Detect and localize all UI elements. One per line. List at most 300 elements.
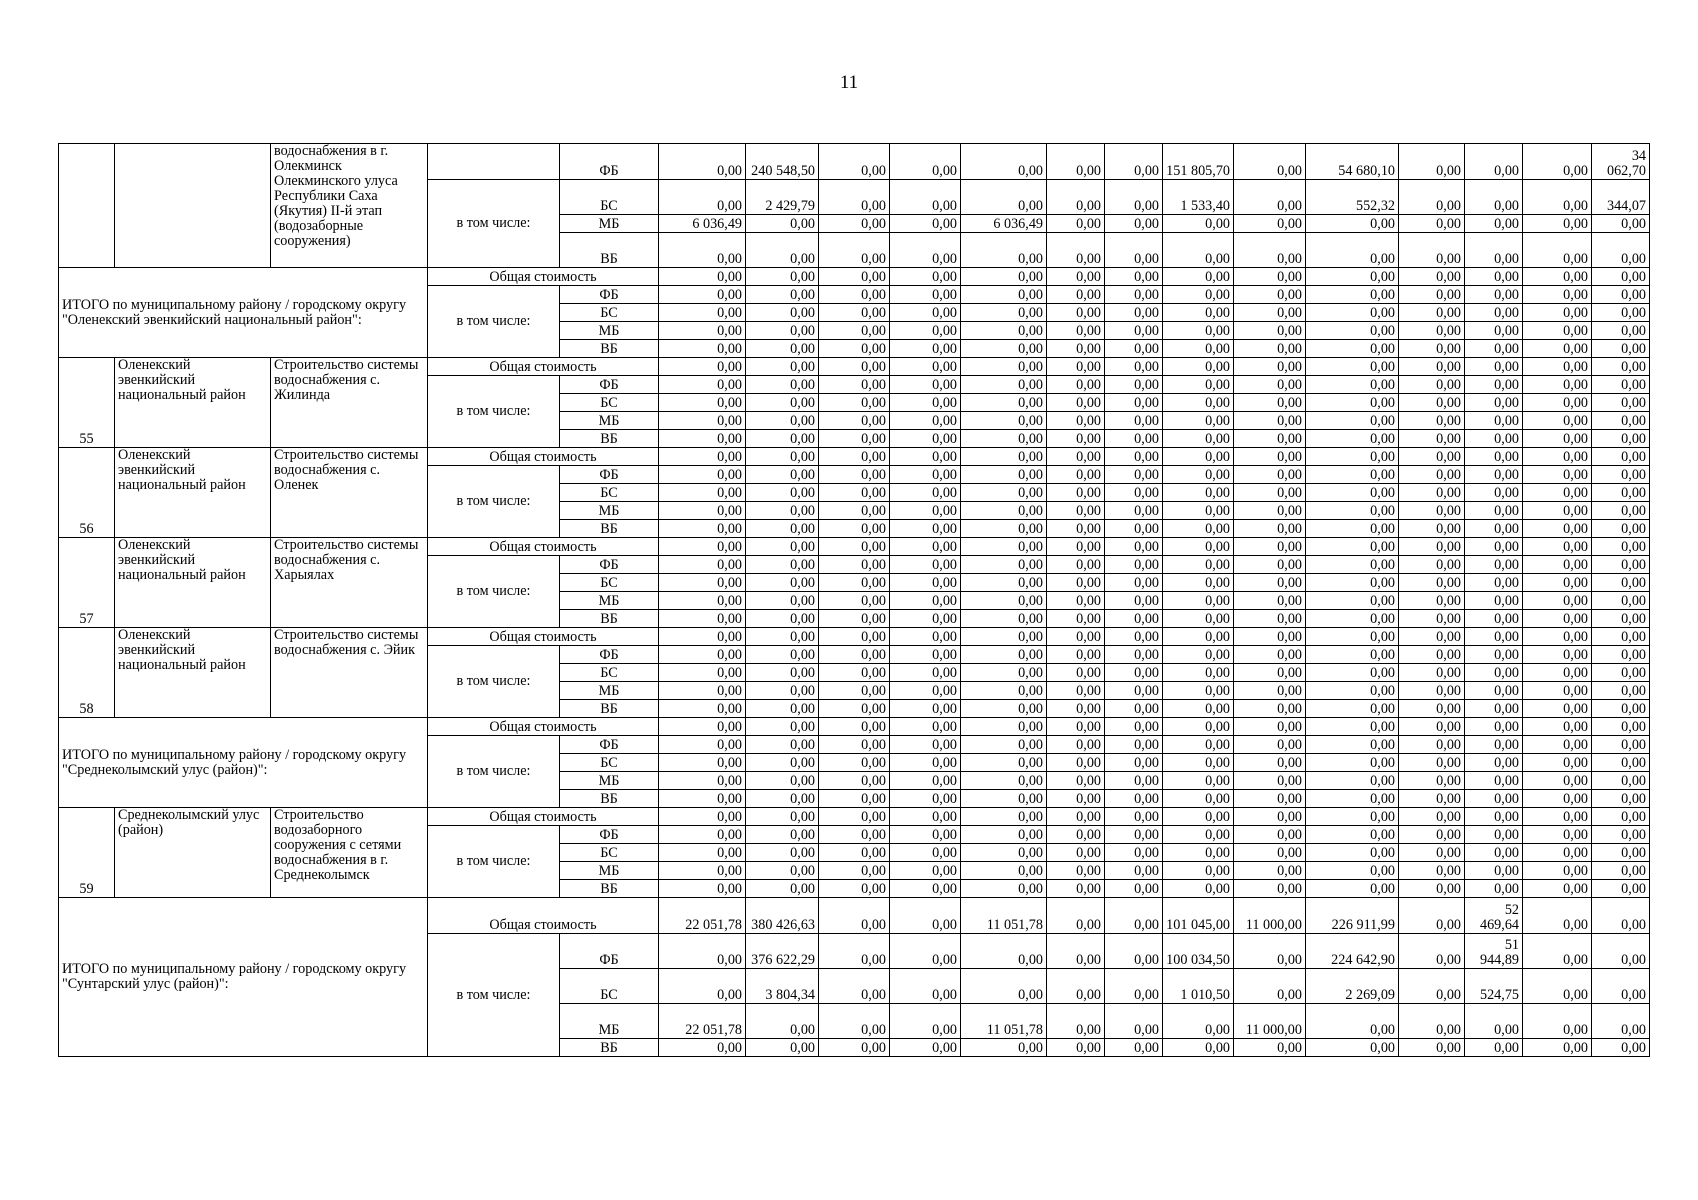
value-cell: 0,00	[1105, 826, 1163, 844]
value-cell: 0,00	[1465, 556, 1523, 574]
value-cell: 0,00	[1592, 304, 1650, 322]
value-cell: 0,00	[890, 538, 961, 556]
value-cell: 0,00	[1047, 538, 1105, 556]
value-cell: 0,00	[1306, 322, 1399, 340]
value-cell: 0,00	[961, 466, 1047, 484]
value-cell: 0,00	[1306, 304, 1399, 322]
value-cell: 0,00	[1105, 574, 1163, 592]
table-row	[59, 144, 1650, 180]
value-cell: 0,00	[1523, 1039, 1592, 1057]
value-cell: 0,00	[659, 233, 746, 268]
value-cell: 0,00	[1399, 628, 1465, 646]
value-cell: 0,00	[819, 736, 890, 754]
value-cell: 0,00	[746, 664, 819, 682]
value-cell: 0,00	[819, 664, 890, 682]
value-cell: 0,00	[746, 592, 819, 610]
value-cell: 34 062,70	[1592, 144, 1650, 180]
value-cell: 0,00	[1399, 448, 1465, 466]
value-cell: 0,00	[819, 268, 890, 286]
value-cell: 0,00	[1592, 592, 1650, 610]
value-cell: 0,00	[659, 340, 746, 358]
value-cell: 380 426,63	[746, 898, 819, 934]
value-cell: 0,00	[1592, 880, 1650, 898]
value-cell: 0,00	[746, 304, 819, 322]
total-cost-label: Общая стоимость	[428, 448, 659, 466]
value-cell: 0,00	[1163, 502, 1234, 520]
value-cell: 0,00	[1105, 520, 1163, 538]
value-cell: 0,00	[1399, 718, 1465, 736]
value-cell: 0,00	[1047, 826, 1105, 844]
value-cell: 0,00	[1592, 520, 1650, 538]
value-cell: 0,00	[819, 592, 890, 610]
value-cell: 0,00	[1306, 808, 1399, 826]
value-cell: 0,00	[1306, 412, 1399, 430]
fund-label: ФБ	[560, 934, 659, 969]
value-cell: 0,00	[1047, 898, 1105, 934]
fund-label: БС	[560, 969, 659, 1004]
value-cell: 0,00	[1465, 1004, 1523, 1039]
value-cell: 0,00	[1399, 215, 1465, 233]
value-cell: 0,00	[659, 754, 746, 772]
value-cell: 0,00	[819, 808, 890, 826]
value-cell: 0,00	[1234, 215, 1306, 233]
value-cell: 0,00	[1523, 304, 1592, 322]
value-cell: 0,00	[1465, 233, 1523, 268]
table-row	[59, 808, 1650, 826]
value-cell: 0,00	[1465, 790, 1523, 808]
value-cell: 0,00	[746, 520, 819, 538]
value-cell: 11 051,78	[961, 1004, 1047, 1039]
value-cell: 0,00	[1399, 592, 1465, 610]
value-cell: 0,00	[819, 772, 890, 790]
value-cell: 0,00	[1399, 700, 1465, 718]
value-cell: 0,00	[819, 898, 890, 934]
value-cell: 0,00	[1399, 574, 1465, 592]
fund-label: ФБ	[560, 376, 659, 394]
value-cell: 0,00	[1234, 448, 1306, 466]
value-cell: 0,00	[1306, 233, 1399, 268]
fund-label: ВБ	[560, 880, 659, 898]
value-cell: 0,00	[1592, 718, 1650, 736]
value-cell: 100 034,50	[1163, 934, 1234, 969]
value-cell: 0,00	[746, 844, 819, 862]
value-cell: 0,00	[1465, 574, 1523, 592]
value-cell: 0,00	[1399, 1004, 1465, 1039]
value-cell: 0,00	[659, 180, 746, 215]
value-cell: 0,00	[746, 394, 819, 412]
value-cell: 0,00	[1465, 412, 1523, 430]
value-cell: 0,00	[1105, 664, 1163, 682]
value-cell: 0,00	[1163, 682, 1234, 700]
value-cell: 0,00	[1306, 646, 1399, 664]
value-cell: 0,00	[1523, 844, 1592, 862]
value-cell: 0,00	[1047, 358, 1105, 376]
value-cell: 0,00	[1523, 358, 1592, 376]
value-cell: 0,00	[1399, 466, 1465, 484]
item-object: Строительство системы водоснабжения с. Харыялах	[271, 538, 428, 628]
value-cell: 0,00	[890, 736, 961, 754]
value-cell: 0,00	[659, 448, 746, 466]
value-cell: 0,00	[1465, 700, 1523, 718]
value-cell: 0,00	[1047, 700, 1105, 718]
value-cell: 0,00	[1399, 538, 1465, 556]
value-cell: 0,00	[961, 700, 1047, 718]
value-cell: 0,00	[890, 286, 961, 304]
value-cell: 0,00	[1592, 448, 1650, 466]
value-cell: 0,00	[746, 286, 819, 304]
value-cell: 0,00	[1163, 215, 1234, 233]
value-cell: 0,00	[1234, 466, 1306, 484]
value-cell: 0,00	[1465, 466, 1523, 484]
value-cell: 0,00	[1306, 286, 1399, 304]
including-label: в том числе:	[428, 934, 560, 1057]
value-cell: 0,00	[890, 628, 961, 646]
value-cell: 0,00	[890, 556, 961, 574]
value-cell: 0,00	[819, 718, 890, 736]
value-cell: 0,00	[1105, 180, 1163, 215]
value-cell: 0,00	[1592, 394, 1650, 412]
value-cell: 0,00	[1163, 826, 1234, 844]
value-cell: 0,00	[1592, 969, 1650, 1004]
value-cell: 0,00	[1592, 340, 1650, 358]
fund-label: ФБ	[560, 826, 659, 844]
value-cell: 0,00	[961, 304, 1047, 322]
value-cell: 0,00	[1523, 592, 1592, 610]
value-cell: 0,00	[1523, 934, 1592, 969]
value-cell: 0,00	[1047, 304, 1105, 322]
value-cell: 0,00	[1399, 144, 1465, 180]
value-cell: 0,00	[746, 718, 819, 736]
value-cell: 0,00	[1592, 700, 1650, 718]
value-cell: 0,00	[1523, 862, 1592, 880]
value-cell: 0,00	[1163, 538, 1234, 556]
value-cell: 0,00	[1047, 466, 1105, 484]
value-cell: 0,00	[1306, 700, 1399, 718]
value-cell: 0,00	[890, 646, 961, 664]
value-cell: 0,00	[961, 664, 1047, 682]
value-cell: 0,00	[1306, 772, 1399, 790]
value-cell: 0,00	[1105, 880, 1163, 898]
value-cell: 0,00	[1465, 215, 1523, 233]
value-cell: 0,00	[746, 412, 819, 430]
value-cell: 0,00	[1105, 448, 1163, 466]
fund-label: МБ	[560, 682, 659, 700]
value-cell: 0,00	[890, 844, 961, 862]
value-cell: 0,00	[890, 448, 961, 466]
value-cell: 0,00	[1105, 484, 1163, 502]
object-name: водоснабжения в г. Олекминск Олекминского улуса Республики Саха (Якутия) II-й этап (водозаборные сооружения)	[271, 144, 428, 268]
value-cell: 0,00	[890, 934, 961, 969]
value-cell: 0,00	[1523, 448, 1592, 466]
value-cell: 0,00	[1163, 484, 1234, 502]
value-cell: 0,00	[961, 574, 1047, 592]
value-cell: 0,00	[1306, 880, 1399, 898]
value-cell: 0,00	[890, 1039, 961, 1057]
value-cell: 0,00	[659, 880, 746, 898]
value-cell: 0,00	[659, 322, 746, 340]
value-cell: 0,00	[1523, 215, 1592, 233]
value-cell: 0,00	[1234, 412, 1306, 430]
table-row	[59, 448, 1650, 466]
value-cell: 0,00	[1105, 268, 1163, 286]
value-cell: 0,00	[746, 556, 819, 574]
value-cell: 0,00	[890, 592, 961, 610]
item-object: Строительство системы водоснабжения с. Эйик	[271, 628, 428, 718]
value-cell: 0,00	[819, 646, 890, 664]
value-cell: 0,00	[1234, 520, 1306, 538]
value-cell: 0,00	[1306, 376, 1399, 394]
fund-label: ВБ	[560, 340, 659, 358]
value-cell: 0,00	[1105, 682, 1163, 700]
value-cell: 0,00	[1234, 969, 1306, 1004]
value-cell: 0,00	[1592, 556, 1650, 574]
value-cell: 376 622,29	[746, 934, 819, 969]
district-total-label: ИТОГО по муниципальному району / городскому округу "Сунтарский улус (район)":	[59, 898, 428, 1057]
fund-label: БС	[560, 484, 659, 502]
value-cell: 0,00	[1105, 358, 1163, 376]
value-cell: 0,00	[746, 484, 819, 502]
value-cell: 0,00	[659, 268, 746, 286]
total-cost-label: Общая стоимость	[428, 718, 659, 736]
value-cell: 0,00	[1105, 144, 1163, 180]
value-cell: 0,00	[890, 502, 961, 520]
value-cell: 0,00	[1306, 844, 1399, 862]
fund-label: БС	[560, 664, 659, 682]
value-cell: 0,00	[890, 358, 961, 376]
value-cell: 0,00	[890, 180, 961, 215]
value-cell: 0,00	[1163, 862, 1234, 880]
value-cell: 0,00	[961, 880, 1047, 898]
value-cell: 0,00	[659, 718, 746, 736]
value-cell: 0,00	[961, 430, 1047, 448]
value-cell: 0,00	[1399, 358, 1465, 376]
value-cell: 0,00	[1047, 430, 1105, 448]
value-cell: 0,00	[1523, 736, 1592, 754]
value-cell: 0,00	[746, 880, 819, 898]
value-cell: 0,00	[1234, 844, 1306, 862]
fund-label: БС	[560, 574, 659, 592]
value-cell: 0,00	[1047, 934, 1105, 969]
value-cell: 0,00	[1523, 772, 1592, 790]
district-total-label: ИТОГО по муниципальному району / городскому округу "Среднеколымский улус (район)":	[59, 718, 428, 808]
value-cell: 0,00	[1592, 736, 1650, 754]
value-cell: 1 010,50	[1163, 969, 1234, 1004]
value-cell: 0,00	[1163, 772, 1234, 790]
total-cost-label: Общая стоимость	[428, 358, 659, 376]
value-cell: 0,00	[1163, 233, 1234, 268]
value-cell: 0,00	[1523, 1004, 1592, 1039]
fund-label: ВБ	[560, 430, 659, 448]
value-cell: 0,00	[659, 304, 746, 322]
value-cell: 0,00	[1105, 610, 1163, 628]
value-cell: 0,00	[1234, 322, 1306, 340]
value-cell: 0,00	[1047, 376, 1105, 394]
value-cell: 0,00	[1163, 466, 1234, 484]
value-cell: 0,00	[890, 682, 961, 700]
value-cell: 0,00	[659, 144, 746, 180]
value-cell: 0,00	[1163, 790, 1234, 808]
value-cell: 0,00	[1163, 754, 1234, 772]
value-cell: 0,00	[961, 180, 1047, 215]
including-label: в том числе:	[428, 286, 560, 358]
value-cell: 0,00	[1163, 322, 1234, 340]
value-cell: 0,00	[961, 286, 1047, 304]
value-cell: 0,00	[659, 700, 746, 718]
value-cell: 0,00	[1234, 592, 1306, 610]
value-cell: 240 548,50	[746, 144, 819, 180]
value-cell: 0,00	[1163, 394, 1234, 412]
value-cell: 0,00	[890, 880, 961, 898]
value-cell: 0,00	[1592, 574, 1650, 592]
value-cell: 0,00	[1399, 682, 1465, 700]
value-cell: 0,00	[819, 520, 890, 538]
value-cell: 0,00	[819, 304, 890, 322]
value-cell: 0,00	[1306, 1004, 1399, 1039]
value-cell: 0,00	[890, 969, 961, 1004]
value-cell: 0,00	[1399, 412, 1465, 430]
value-cell: 0,00	[659, 736, 746, 754]
value-cell: 0,00	[1105, 394, 1163, 412]
table-row	[59, 358, 1650, 376]
value-cell: 0,00	[1465, 144, 1523, 180]
value-cell: 0,00	[1465, 646, 1523, 664]
value-cell: 0,00	[1465, 772, 1523, 790]
value-cell: 0,00	[1399, 322, 1465, 340]
value-cell: 0,00	[1592, 826, 1650, 844]
value-cell: 0,00	[1465, 502, 1523, 520]
value-cell: 0,00	[961, 1039, 1047, 1057]
value-cell: 0,00	[1234, 628, 1306, 646]
value-cell: 0,00	[746, 736, 819, 754]
value-cell: 0,00	[1399, 502, 1465, 520]
value-cell: 0,00	[1105, 772, 1163, 790]
value-cell: 0,00	[961, 322, 1047, 340]
value-cell: 0,00	[1105, 286, 1163, 304]
value-cell: 0,00	[961, 448, 1047, 466]
value-cell: 0,00	[1399, 646, 1465, 664]
value-cell: 0,00	[1592, 215, 1650, 233]
value-cell: 0,00	[1523, 754, 1592, 772]
value-cell: 0,00	[819, 180, 890, 215]
value-cell: 0,00	[659, 826, 746, 844]
value-cell: 0,00	[659, 790, 746, 808]
value-cell: 0,00	[890, 754, 961, 772]
value-cell: 0,00	[1465, 358, 1523, 376]
value-cell: 0,00	[746, 754, 819, 772]
value-cell: 0,00	[659, 844, 746, 862]
fund-label: МБ	[560, 322, 659, 340]
value-cell: 0,00	[1465, 484, 1523, 502]
value-cell: 0,00	[1399, 520, 1465, 538]
value-cell: 0,00	[1306, 1039, 1399, 1057]
fund-label: ФБ	[560, 646, 659, 664]
value-cell: 0,00	[961, 934, 1047, 969]
including-label: в том числе:	[428, 646, 560, 718]
value-cell: 0,00	[1047, 448, 1105, 466]
value-cell: 0,00	[1592, 898, 1650, 934]
fund-label: МБ	[560, 1004, 659, 1039]
value-cell: 0,00	[659, 286, 746, 304]
fund-label: МБ	[560, 215, 659, 233]
value-cell: 0,00	[1465, 430, 1523, 448]
value-cell: 0,00	[1399, 1039, 1465, 1057]
item-number: 58	[59, 628, 115, 718]
value-cell: 0,00	[1399, 826, 1465, 844]
including-label: в том числе:	[428, 466, 560, 538]
item-object: Строительство водозаборного сооружения с сетями водоснабжения в г. Среднеколымск	[271, 808, 428, 898]
value-cell: 0,00	[1047, 808, 1105, 826]
item-object: Строительство системы водоснабжения с. Жилинда	[271, 358, 428, 448]
fund-label: ВБ	[560, 520, 659, 538]
value-cell: 0,00	[961, 358, 1047, 376]
value-cell: 0,00	[819, 144, 890, 180]
value-cell: 0,00	[1523, 394, 1592, 412]
value-cell: 0,00	[1047, 646, 1105, 664]
value-cell: 0,00	[1047, 215, 1105, 233]
value-cell: 0,00	[1105, 1039, 1163, 1057]
value-cell: 0,00	[1105, 898, 1163, 934]
value-cell: 0,00	[1047, 268, 1105, 286]
including-spacer	[428, 144, 560, 180]
value-cell: 0,00	[1047, 736, 1105, 754]
value-cell: 0,00	[1163, 700, 1234, 718]
value-cell: 0,00	[890, 790, 961, 808]
value-cell: 0,00	[1592, 790, 1650, 808]
value-cell: 0,00	[746, 826, 819, 844]
value-cell: 0,00	[1523, 969, 1592, 1004]
fund-label: БС	[560, 394, 659, 412]
value-cell: 0,00	[1592, 484, 1650, 502]
value-cell: 0,00	[819, 844, 890, 862]
value-cell: 0,00	[819, 934, 890, 969]
value-cell: 0,00	[819, 412, 890, 430]
value-cell: 0,00	[1592, 934, 1650, 969]
fund-label: ФБ	[560, 286, 659, 304]
value-cell: 0,00	[1399, 268, 1465, 286]
item-district: Оленекский эвенкийский национальный район	[115, 538, 271, 628]
value-cell: 0,00	[1234, 700, 1306, 718]
value-cell: 0,00	[1105, 754, 1163, 772]
value-cell: 0,00	[819, 502, 890, 520]
value-cell: 0,00	[1306, 682, 1399, 700]
value-cell: 0,00	[746, 574, 819, 592]
fund-label: ВБ	[560, 1039, 659, 1057]
value-cell: 552,32	[1306, 180, 1399, 215]
value-cell: 0,00	[961, 646, 1047, 664]
value-cell: 0,00	[1105, 538, 1163, 556]
value-cell: 0,00	[819, 610, 890, 628]
value-cell: 0,00	[1306, 862, 1399, 880]
value-cell: 0,00	[1163, 574, 1234, 592]
value-cell: 0,00	[1306, 664, 1399, 682]
value-cell: 0,00	[819, 286, 890, 304]
value-cell: 101 045,00	[1163, 898, 1234, 934]
value-cell: 0,00	[1105, 322, 1163, 340]
value-cell: 0,00	[1234, 826, 1306, 844]
value-cell: 52 469,64	[1465, 898, 1523, 934]
value-cell: 0,00	[819, 574, 890, 592]
value-cell: 151 805,70	[1163, 144, 1234, 180]
value-cell: 0,00	[1465, 844, 1523, 862]
value-cell: 0,00	[1306, 574, 1399, 592]
value-cell: 0,00	[1523, 556, 1592, 574]
value-cell: 0,00	[961, 718, 1047, 736]
fund-label: МБ	[560, 592, 659, 610]
value-cell: 0,00	[1163, 646, 1234, 664]
value-cell: 0,00	[1592, 682, 1650, 700]
including-label: в том числе:	[428, 556, 560, 628]
value-cell: 0,00	[659, 682, 746, 700]
